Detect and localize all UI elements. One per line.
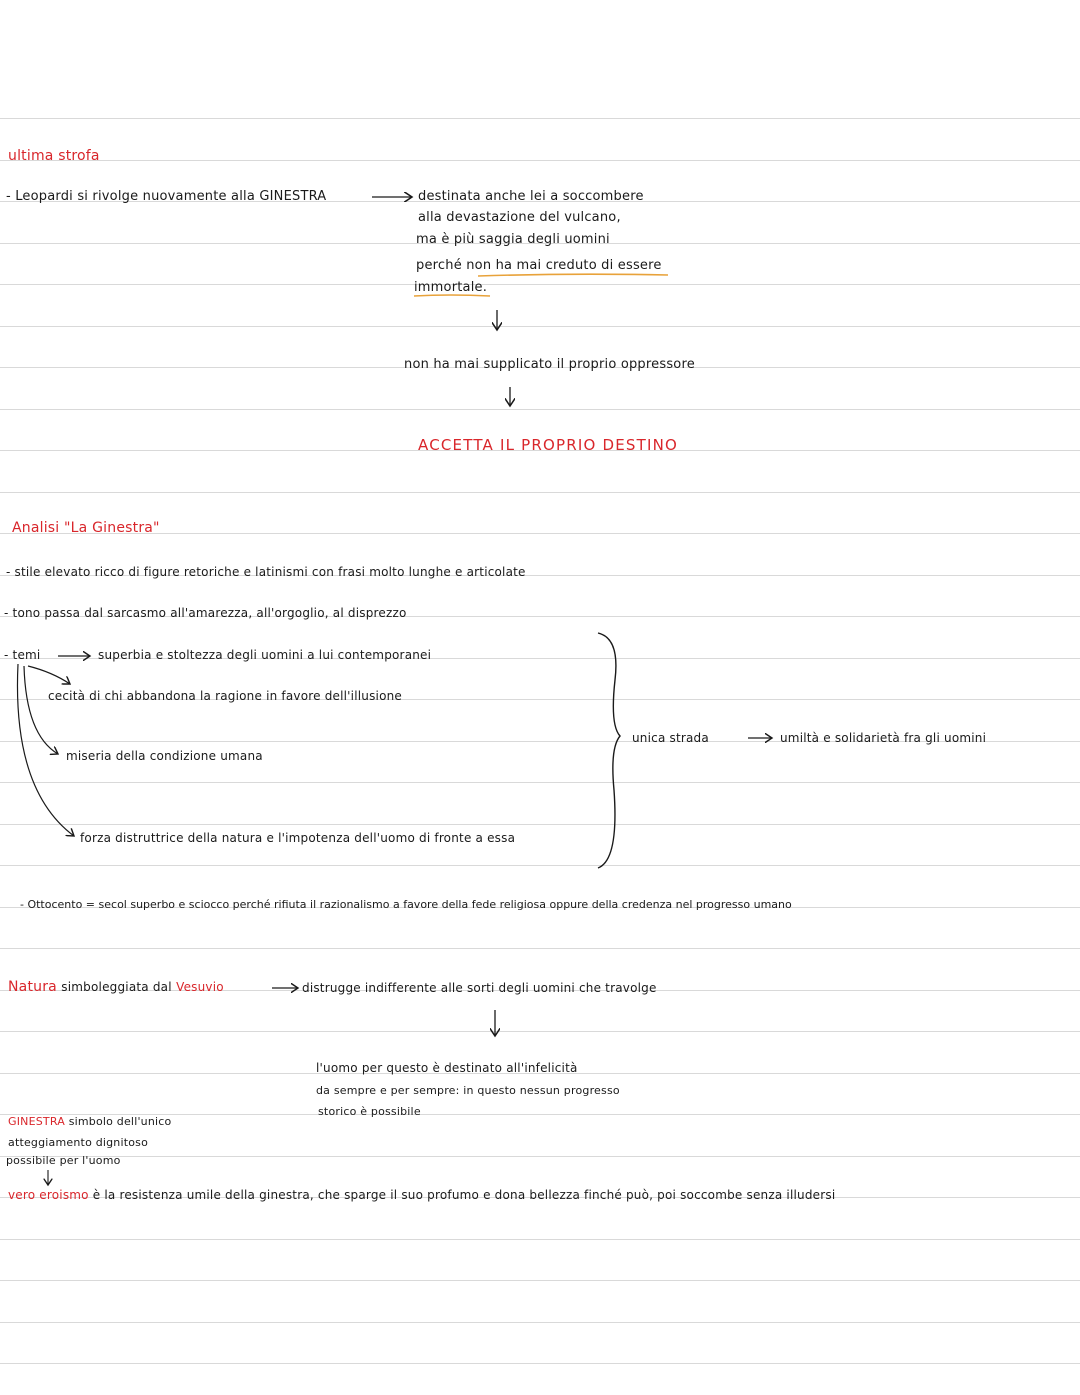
unica-strada-label: unica strada bbox=[632, 731, 709, 745]
branch-line: alla devastazione del vulcano, bbox=[418, 210, 621, 225]
vero-eroismo-word: vero eroismo bbox=[8, 1188, 89, 1202]
temi-label: - temi bbox=[4, 648, 41, 662]
stile-line: - stile elevato ricco di figure retoriche e latinismi con frasi molto lunghe e articolate bbox=[6, 565, 526, 579]
branch-line: perché non ha mai creduto di essere bbox=[416, 258, 662, 273]
branch-line: destinata anche lei a soccombere bbox=[418, 189, 644, 204]
vero-eroismo-line bbox=[8, 1187, 835, 1203]
ginestra-word: GINESTRA bbox=[8, 1115, 65, 1128]
ottocento-line: - Ottocento = secol superbo e sciocco perché rifiuta il razionalismo a favore della fede religiosa oppure della credenza nel progresso umano bbox=[20, 898, 792, 911]
ginestra-caption: simbolo dell'unico bbox=[68, 1115, 172, 1128]
branch-arrow-icon bbox=[28, 666, 70, 684]
curly-brace-icon bbox=[598, 633, 620, 868]
consequence-line: da sempre e per sempre: in questo nessun progresso bbox=[316, 1084, 620, 1097]
branch-line: ma è più saggia degli uomini bbox=[416, 232, 610, 247]
branch-arrow-icon bbox=[24, 666, 58, 754]
leopardi-line: - Leopardi si rivolge nuovamente alla GINESTRA bbox=[6, 189, 327, 204]
natura-mid: simboleggiata dal bbox=[61, 980, 172, 994]
natura-line bbox=[8, 979, 224, 996]
vesuvio-word: Vesuvio bbox=[176, 980, 224, 994]
branch-line: immortale. bbox=[414, 280, 488, 295]
orange-underline bbox=[478, 274, 668, 276]
section-title-analisi: Analisi "La Ginestra" bbox=[12, 520, 160, 536]
consequence-line: l'uomo per questo è destinato all'infelicità bbox=[316, 1061, 578, 1075]
tema-item: superbia e stoltezza degli uomini a lui contemporanei bbox=[98, 648, 432, 662]
section-title-ultima-strofa: ultima strofa bbox=[8, 148, 100, 164]
ginestra-caption: atteggiamento dignitoso bbox=[8, 1136, 149, 1149]
step-line: non ha mai supplicato il proprio oppressore bbox=[404, 357, 695, 372]
natura-word: Natura bbox=[8, 979, 57, 995]
ginestra-line bbox=[8, 1114, 171, 1130]
tema-item: forza distruttrice della natura e l'impotenza dell'uomo di fronte a essa bbox=[80, 831, 516, 845]
tema-item: miseria della condizione umana bbox=[66, 749, 263, 763]
conclusion-line: ACCETTA IL PROPRIO DESTINO bbox=[418, 436, 679, 454]
tono-line: - tono passa dal sarcasmo all'amarezza, all'orgoglio, al disprezzo bbox=[4, 606, 407, 620]
vero-eroismo-text: è la resistenza umile della ginestra, che sparge il suo profumo e dona bellezza finché può, poi soccombe senza illudersi bbox=[92, 1188, 836, 1202]
ginestra-caption: possibile per l'uomo bbox=[6, 1154, 121, 1167]
natura-effect: distrugge indifferente alle sorti degli uomini che travolge bbox=[302, 981, 657, 995]
tema-item: cecità di chi abbandona la ragione in favore dell'illusione bbox=[48, 689, 402, 703]
unica-strada-result: umiltà e solidarietà fra gli uomini bbox=[780, 731, 987, 745]
consequence-line: storico è possibile bbox=[318, 1105, 421, 1118]
